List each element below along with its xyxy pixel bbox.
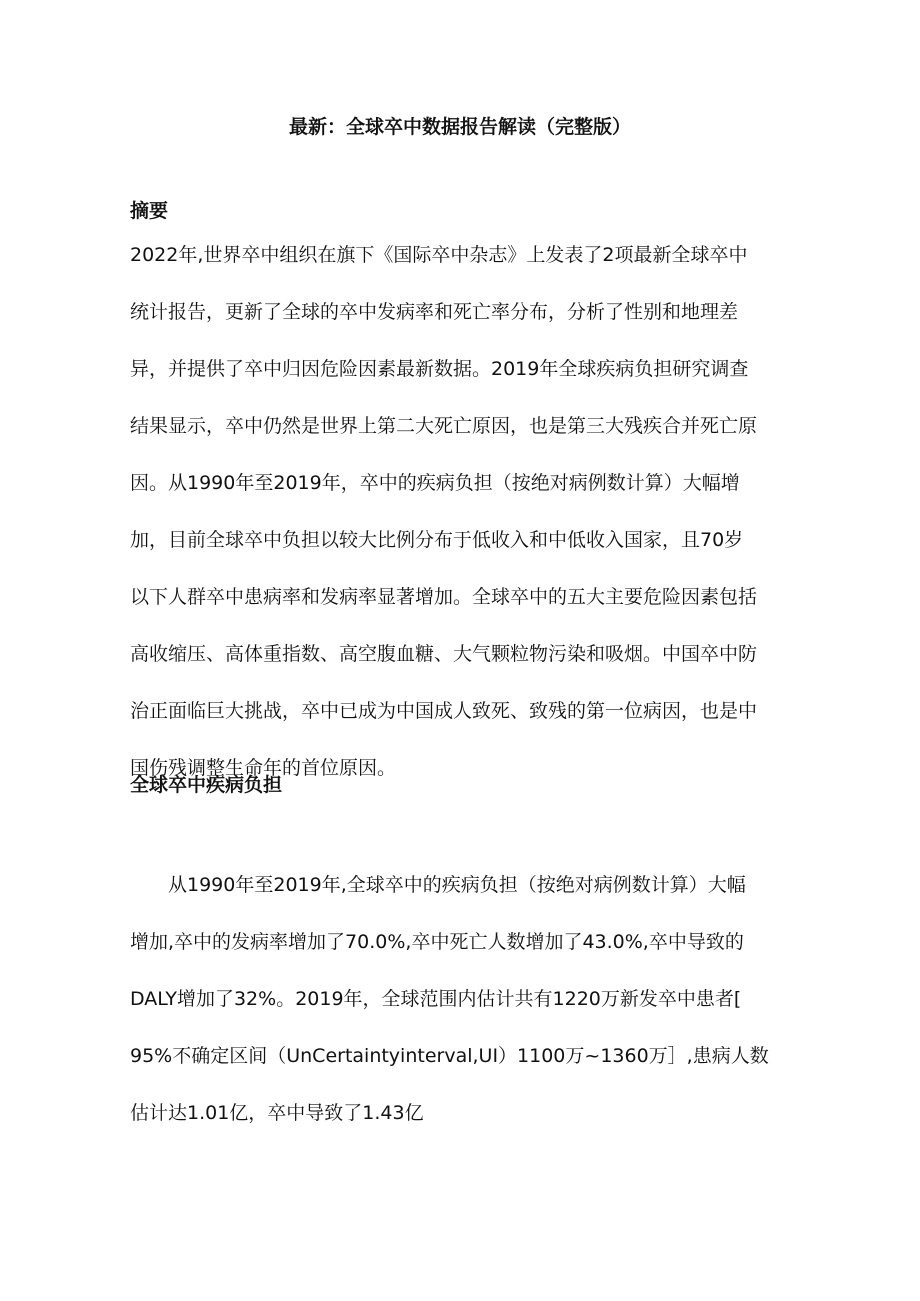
abstract-paragraph: [130, 240, 800, 810]
paragraph-line: 95%不确定区间（UnCertaintyinterval,UI）1100万~1360万］,患病人数: [130, 1045, 769, 1067]
paragraph-line: 2022年,世界卒中组织在旗下《国际卒中杂志》上发表了2项最新全球卒中: [130, 244, 748, 266]
paragraph-line: 异，并提供了卒中归因危险因素最新数据。2019年全球疾病负担研究调查: [130, 358, 749, 380]
paragraph-line: 估计达1.01亿，卒中导致了1.43亿: [130, 1102, 424, 1124]
section-heading-abstract: 摘要: [130, 200, 169, 222]
paragraph-line: 国伤残调整生命年的首位原因。: [130, 757, 397, 779]
section-heading-global-burden: 全球卒中疾病负担: [130, 774, 283, 796]
global-burden-paragraph: [130, 870, 800, 1155]
paragraph-line: DALY增加了32%。2019年，全球范围内估计共有1220万新发卒中患者[: [130, 988, 742, 1010]
paragraph-line: 结果显示，卒中仍然是世界上第二大死亡原因，也是第三大残疾合并死亡原: [130, 415, 758, 437]
paragraph-line: 治正面临巨大挑战，卒中已成为中国成人致死、致残的第一位病因，也是中: [130, 700, 758, 722]
paragraph-line: 因。从1990年至2019年，卒中的疾病负担（按绝对病例数计算）大幅增: [130, 472, 740, 494]
document-title: 最新：全球卒中数据报告解读（完整版）: [288, 116, 631, 138]
paragraph-line: 以下人群卒中患病率和发病率显著增加。全球卒中的五大主要危险因素包括: [130, 586, 758, 608]
paragraph-line: 增加,卒中的发病率增加了70.0%,卒中死亡人数增加了43.0%,卒中导致的: [130, 931, 744, 953]
paragraph-line: 加，目前全球卒中负担以较大比例分布于低收入和中低收入国家，且70岁: [130, 529, 744, 551]
paragraph-line: 高收缩压、高体重指数、高空腹血糖、大气颗粒物污染和吸烟。中国卒中防: [130, 643, 758, 665]
paragraph-line: 统计报告，更新了全球的卒中发病率和死亡率分布，分析了性别和地理差: [130, 301, 739, 323]
paragraph-line: 从1990年至2019年,全球卒中的疾病负担（按绝对病例数计算）大幅: [130, 874, 746, 896]
